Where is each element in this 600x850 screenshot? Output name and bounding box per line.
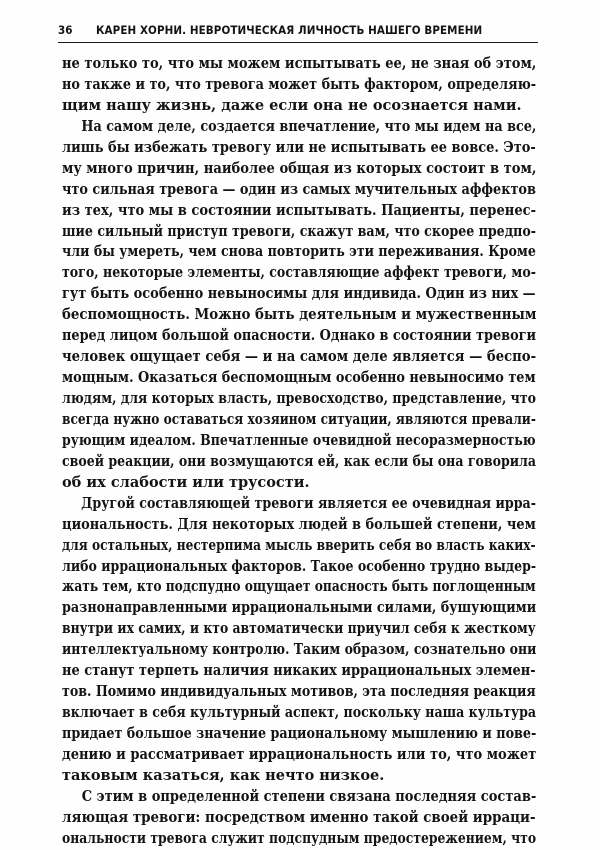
text-line: беспомощность. Можно быть деятельным и мужественным (62, 306, 537, 324)
text-line: что сильная тревога — один из самых мучительных аффектов (62, 180, 536, 198)
running-title: КАРЕН ХОРНИ. НЕВРОТИЧЕСКАЯ ЛИЧНОСТЬ НАШЕГО ВРЕМЕНИ (96, 23, 483, 37)
text-line: придает большое значение рациональному мышлению и пове- (62, 725, 537, 742)
text-line: человек ощущает себя — и на самом деле является — беспо- (62, 348, 537, 366)
text-line: включает в себя культурный аспект, поскольку наша культура (62, 704, 537, 722)
text-line: перед лицом большой опасности. Однако в состоянии тревоги (62, 327, 537, 345)
text-line: разнонаправленными иррациональными силами, бушующими (62, 599, 537, 617)
text-line: таковым казаться, как нечто низкое. (62, 766, 385, 784)
text-line: либо иррациональных факторов. Такое особенно трудно выдер- (62, 557, 537, 575)
text-line: того, некоторые элементы, составляющие аффект тревоги, мо- (62, 264, 536, 282)
text-line: тов. Помимо индивидуальных мотивов, эта последняя реакция (62, 683, 536, 701)
text-line: шие сильный приступ тревоги, скажут вам, что скорее предпо- (62, 222, 536, 240)
text-line: для остальных, нестерпима мысль вверить себя во власть каких- (62, 536, 536, 554)
text-line: На самом деле, создается впечатление, что мы идем на все, (81, 117, 537, 135)
text-line: дению и рассматривает иррациональность или то, что может (62, 745, 537, 763)
text-line: гут быть особенно невыносимы для индивида. Один из них — (62, 285, 536, 303)
text-line: всегда нужно оставаться хозяином ситуации, являются превали- (62, 410, 536, 428)
text-line: интеллектуальному контролю. Таким образом, сознательно они (62, 641, 537, 659)
text-line: Другой составляющей тревоги является ее очевидная ирра- (81, 494, 536, 512)
text-line: людям, для которых власть, превосходство, представление, что (62, 390, 536, 407)
text-line: чли бы умереть, чем снова повторить эти переживания. Кроме (62, 243, 536, 261)
text-line: ональности тревога служит подспудным предостережением, что (62, 829, 537, 847)
text-line: об их слабости или трусости. (62, 473, 310, 491)
text-line: не станут терпеть наличия никаких иррациональных элемен- (62, 662, 536, 680)
text-line: внутри их самих, и кто автоматически приучил себя к жесткому (62, 620, 536, 638)
text-line: мощным. Оказаться беспомощным особенно невыносимо тем (62, 369, 536, 387)
text-line: из тех, что мы в состоянии испытывать. Пациенты, перенес- (62, 201, 537, 219)
body-text (62, 54, 536, 850)
text-line: но также и то, что тревога может быть фактором, определяю- (62, 75, 537, 93)
text-line: С этим в определенной степени связана последняя состав- (81, 787, 537, 805)
text-line: щим нашу жизнь, даже если она не осознается нами. (62, 96, 522, 114)
text-line: жать тем, кто подспудно ощущает опасность быть поглощенным (62, 578, 536, 596)
text-line: циональность. Для некоторых людей в большей степени, чем (62, 515, 536, 533)
text-line: лишь бы избежать тревогу или не испытывать ее вовсе. Это- (62, 138, 536, 156)
text-line: рующим идеалом. Впечатленные очевидной несоразмерностью (62, 431, 536, 449)
page-number: 36 (58, 23, 73, 37)
text-line: своей реакции, они возмущаются ей, как если бы она говорила (62, 452, 537, 470)
text-line: не только то, что мы можем испытывать ее, не зная об этом, (62, 55, 537, 72)
text-line: ляющая тревоги: посредством именно такой своей ирраци- (62, 808, 536, 826)
running-header (58, 22, 538, 43)
text-line: му много причин, наиболее общая из которых состоит в том, (62, 159, 537, 177)
